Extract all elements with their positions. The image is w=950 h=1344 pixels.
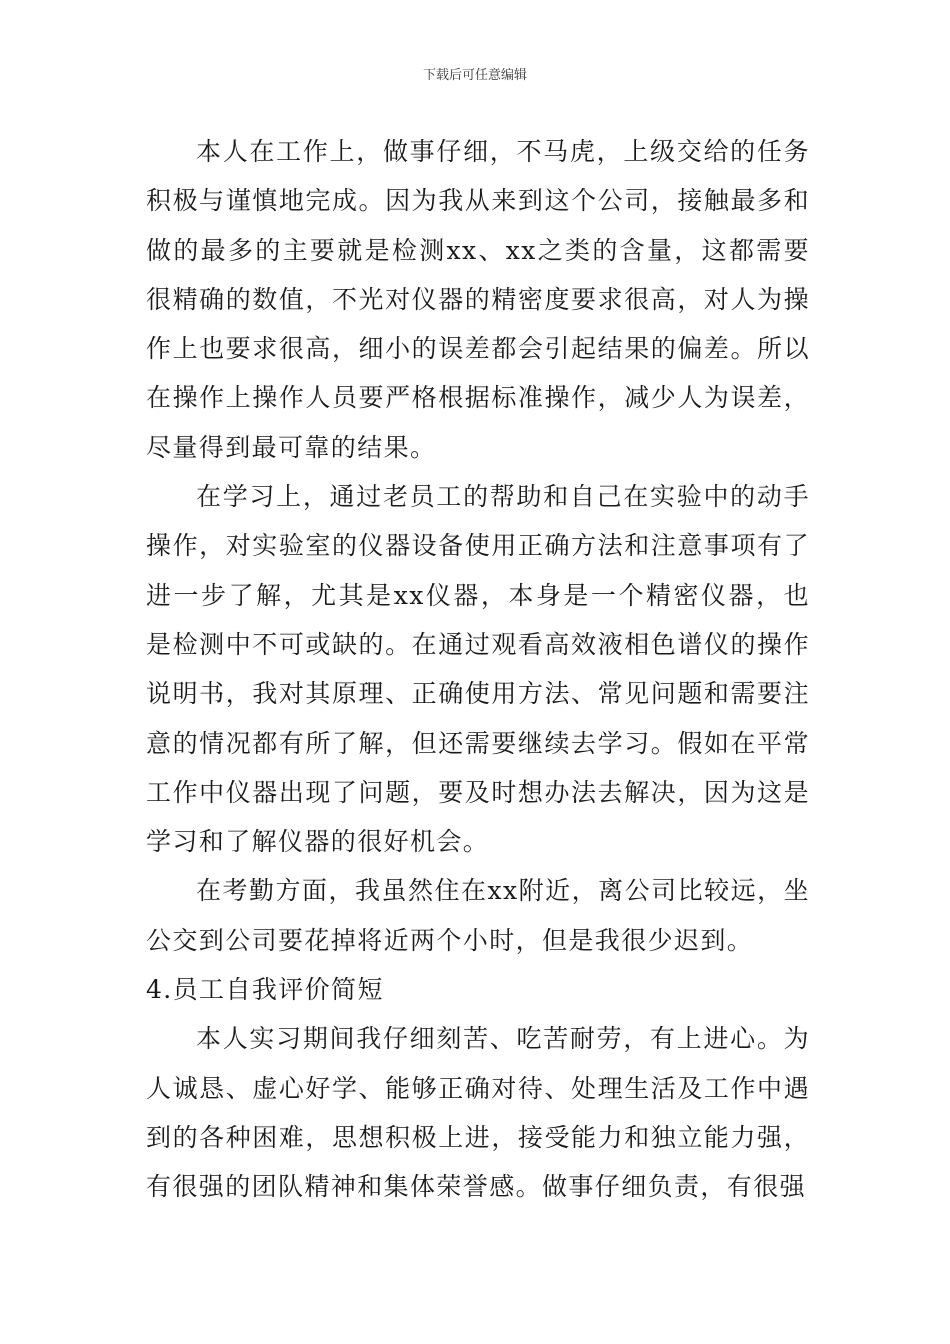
- section-heading: 4.员工自我评价简短: [146, 975, 384, 1005]
- paragraph-attendance: 在考勤方面，我虽然住在xx附近，离公司比较远，坐公交到公司要花掉将近两个小时，但是我很少迟到。: [146, 876, 810, 955]
- paragraph-self-evaluation: 本人实习期间我仔细刻苦、吃苦耐劳，有上进心。为人诚恳、虚心好学、能够正确对待、处理生活及工作中遇到的各种困难，思想积极上进，接受能力和独立能力强，有很强的团队精神和集体荣誉感。做事仔细负责，有很强: [146, 1024, 810, 1202]
- paragraph-work: 本人在工作上，做事仔细，不马虎，上级交给的任务积极与谨慎地完成。因为我从来到这个公司，接触最多和做的最多的主要就是检测xx、xx之类的含量，这都需要很精确的数值，不光对仪器的精密度要求很高，对人为操作上也要求很高，细小的误差都会引起结果的偏差。所以在操作上操作人员要严格根据标准操作，减少人为误差，尽量得到最可靠的结果。: [146, 137, 810, 462]
- paragraph-study: 在学习上，通过老员工的帮助和自己在实验中的动手操作，对实验室的仪器设备使用正确方法和注意事项有了进一步了解，尤其是xx仪器，本身是一个精密仪器，也是检测中不可或缺的。在通过观看高效液相色谱仪的操作说明书，我对其原理、正确使用方法、常见问题和需要注意的情况都有所了解，但还需要继续去学习。假如在平常工作中仪器出现了问题，要及时想办法去解决，因为这是学习和了解仪器的很好机会。: [146, 482, 810, 857]
- page-header: 下载后可任意编辑: [422, 68, 527, 83]
- document-body: [146, 127, 810, 1212]
